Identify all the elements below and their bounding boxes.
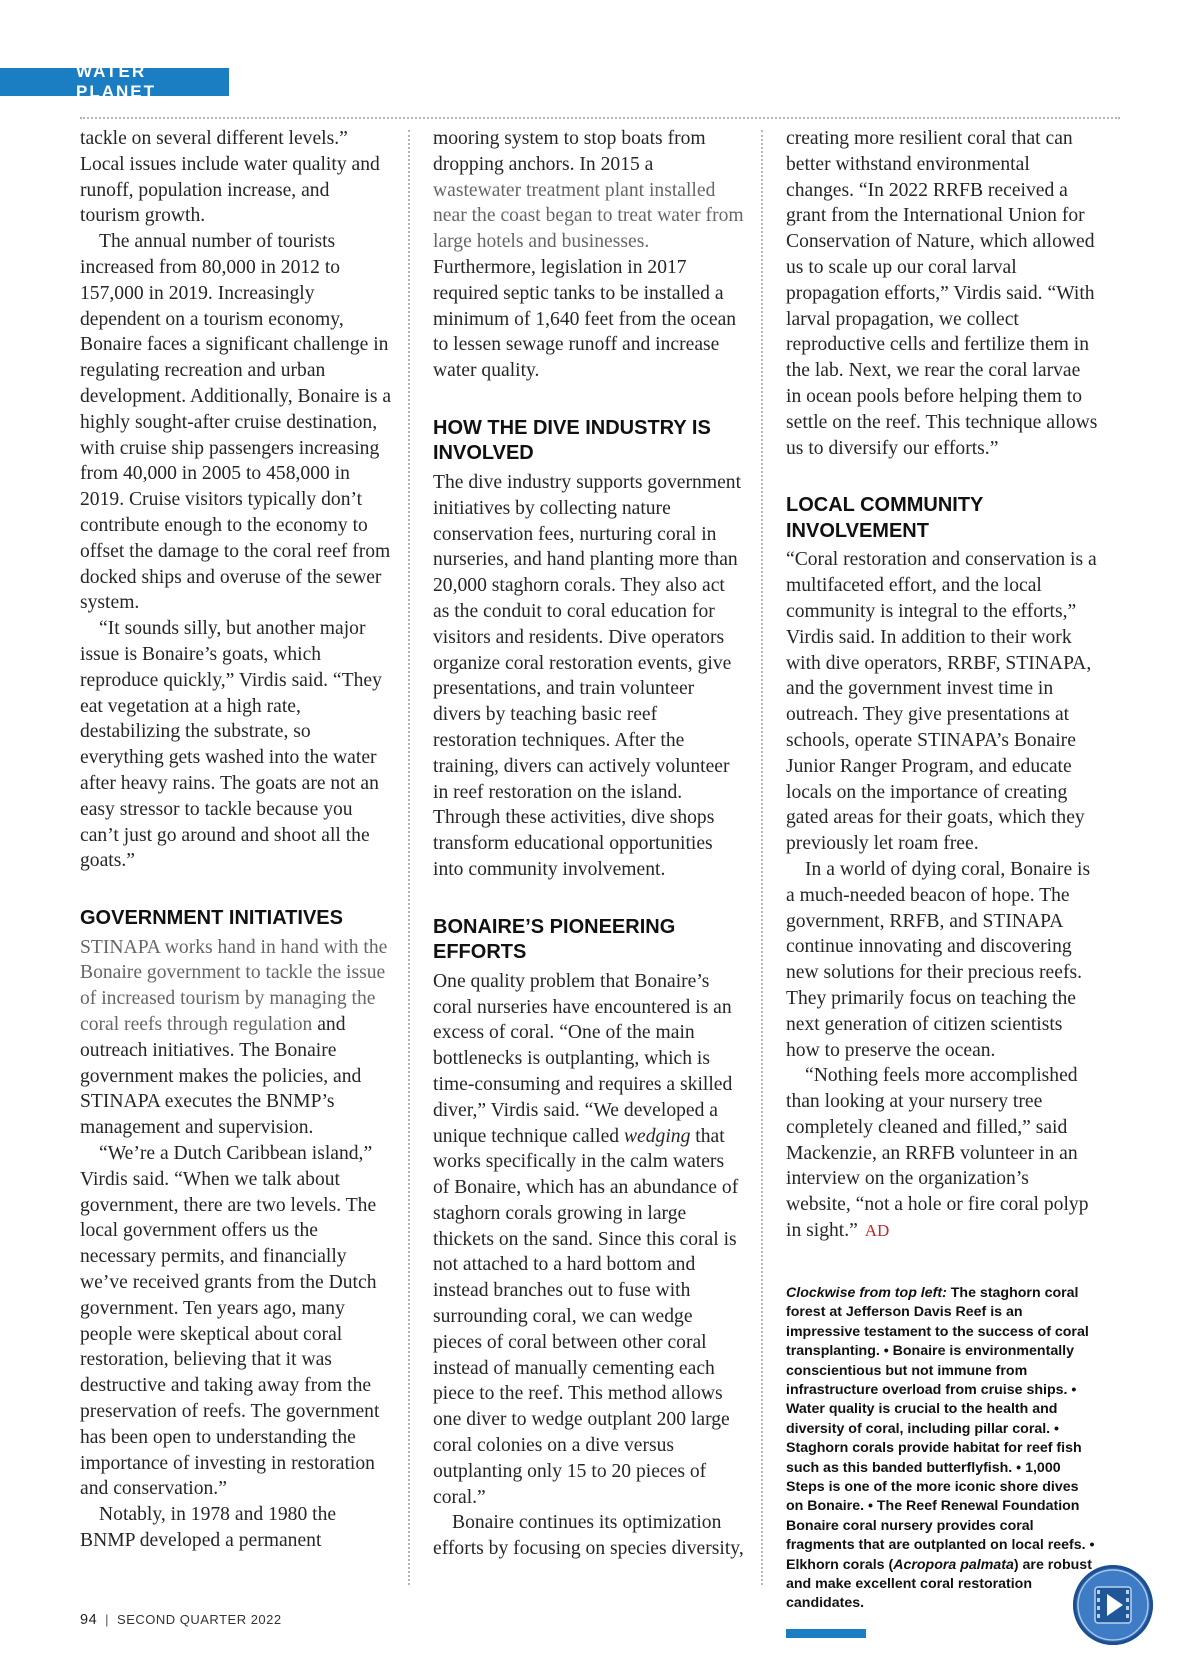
paragraph: creating more resilient coral that can better withstand environmental changes. “In 2022 RRFB received a grant from the International Union for Conservation of Nature, which allowed us to scale up our coral larval propagation efforts,” Virdis said. “With larval propagation, we collect reproductive cells and fertilize them in the lab. Next, we rear the coral larvae in ocean pools before helping them to settle on the reef. This technique allows us to diversify our efforts.” xyxy=(786,128,1098,459)
paragraph xyxy=(80,935,392,1141)
end-mark: AD xyxy=(864,1221,890,1241)
footer-separator: | xyxy=(105,1612,110,1627)
section-title: WATER PLANET xyxy=(76,62,156,101)
column-divider xyxy=(408,130,410,1585)
paragraph: Bonaire continues its optimization efforts by focusing on species diversity, xyxy=(433,1512,744,1560)
caption-text: The staghorn coral forest at Jefferson Davis Reef is an impressive testament to the success of coral transplanting. • Bonaire is environmentally conscientious but not immune from infrastructure overload from cruise ships. • Water quality is crucial to the health and diversity of coral, including pillar coral. • Staghorn corals provide habitat for reef fish such as this banded butterflyfish. • 1,000 Steps is one of the more iconic shore dives on Bonaire. • The Reef Renewal Foundation Bonaire coral nursery provides coral fragments that are outplanted on local reefs. • Elkhorn corals ( xyxy=(786,1284,1095,1573)
paragraph-lead: One quality problem that Bonaire’s coral nurseries have encountered is an excess of coral. “One of the main bottlenecks is outplanting, which is time-consuming and requires a skilled diver,” Virdis said. “We developed a unique technique called xyxy=(433,970,733,1147)
paragraph: The annual number of tourists increased from 80,000 in 2012 to 157,000 in 2019. Increasingly dependent on a tourism economy, Bonaire faces a significant challenge in regulating recreation and urban development. Additionally, Bonaire is a highly sought-after cruise destination, with cruise ship passengers increasing from 40,000 in 2005 to 458,000 in 2019. Cruise visitors typically don’t contribute enough to the economy to offset the damage to the coral reef from docked ships and overuse of the sewer system. xyxy=(80,231,392,614)
subheading-government-initiatives: GOVERNMENT INITIATIVES xyxy=(80,907,343,930)
column-divider xyxy=(761,130,763,1585)
caption-species: Acropora palmata xyxy=(893,1556,1014,1573)
quote-text: “Nothing feels more accomplished than looking at your nursery tree completely cleaned and filled,” said Mackenzie, an RRFB volunteer in an interview on the organization’s website, “not a hole or fire coral polyp in sight.” xyxy=(786,1065,1089,1242)
article-column-2 xyxy=(433,126,745,1562)
paragraph: tackle on several different levels.” Local issues include water quality and runoff, population increase, and tourism growth. xyxy=(80,128,380,227)
paragraph xyxy=(433,126,745,384)
subheading-local-community: LOCAL COMMUNITY INVOLVEMENT xyxy=(786,494,984,542)
page-number: 94 xyxy=(80,1612,98,1628)
issue-label: SECOND QUARTER 2022 xyxy=(117,1612,282,1627)
paragraph: The dive industry supports government initiatives by collecting nature conservation fees, nurturing coral in nurseries, and hand planting more than 20,000 staghorn corals. They also act as the conduit to coral education for visitors and residents. Dive operators organize coral restoration events, give presentations, and train volunteer divers by teaching basic reef restoration techniques. After the training, divers can actively volunteer in reef restoration on the island. Through these activities, dive shops transform educational opportunities into community involvement. xyxy=(433,471,742,880)
paragraph-grey: wastewater treatment plant installed near the coast began to treat water from large hotels and businesses. xyxy=(433,179,744,253)
top-divider xyxy=(80,117,1120,119)
section-header xyxy=(0,62,229,101)
paragraph-rest: Furthermore, legislation in 2017 required septic tanks to be installed a minimum of 1,640 feet from the ocean to lessen sewage runoff and increase water quality. xyxy=(433,256,737,382)
video-play-button[interactable] xyxy=(1073,1565,1153,1645)
subheading-pioneering-efforts: BONAIRE’S PIONEERING EFFORTS xyxy=(433,915,676,964)
caption-accent-bar xyxy=(786,1629,866,1638)
paragraph-rest: that works specifically in the calm waters of Bonaire, which has an abundance of staghorn corals growing in large thickets on the sand. Since this coral is not attached to a hard bottom and instead branches out to fuse with surrounding coral, we can wedge pieces of coral between other coral instead of manually cementing each piece to the reef. This method allows one diver to wedge outplant 200 large coral colonies on a dive versus outplanting only 15 to 20 pieces of coral.” xyxy=(433,1125,739,1508)
caption-lead: Clockwise from top left: xyxy=(786,1284,947,1301)
page-footer xyxy=(80,1612,282,1628)
paragraph-lead: STINAPA works hand in hand with the Bonaire government to tackle the issue of increased tourism by managing the coral reefs through regulation xyxy=(80,936,388,1035)
paragraph: “We’re a Dutch Caribbean island,” Virdis said. “When we talk about government, there are two levels. The local government offers us the necessary permits, and financially we’ve received grants from the Dutch government. Ten years ago, many people were skeptical about coral restoration, believing that it was destructive and taking away from the preservation of reefs. The government has been open to understanding the importance of investing in restoration and conservation.” xyxy=(80,1142,380,1500)
paragraph: “Coral restoration and conservation is a multifaceted effort, and the local community is integral to the efforts,” Virdis said. In addition to their work with dive operators, RRBF, STINAPA, and the government invest time in outreach. They give presentations at schools, operate STINAPA’s Bonaire Junior Ranger Program, and educate locals on the importance of creating gated areas for their goats, which they previously let roam free. xyxy=(786,549,1097,855)
paragraph xyxy=(433,969,745,1511)
photo-caption xyxy=(786,1284,1098,1614)
emphasis-wedging: wedging xyxy=(623,1125,691,1147)
paragraph: “It sounds silly, but another major issue is Bonaire’s goats, which reproduce quickly,” Virdis said. “They eat vegetation at a high rate, destabilizing the substrate, so everything gets washed into the water after heavy rains. The goats are not an easy stressor to tackle because you can’t just go around and shoot all the goats.” xyxy=(80,618,382,872)
paragraph: Notably, in 1978 and 1980 the BNMP developed a permanent xyxy=(80,1504,337,1551)
article-column-3 xyxy=(786,126,1098,1638)
paragraph xyxy=(786,1063,1098,1244)
paragraph: In a world of dying coral, Bonaire is a much-needed beacon of hope. The government, RRFB, and STINAPA continue innovating and discovering new solutions for their precious reefs. They primarily focus on teaching the next generation of citizen scientists how to preserve the ocean. xyxy=(786,858,1091,1061)
caption-text-end: ) are robust and make excellent coral restoration candidates. xyxy=(786,1556,1092,1612)
subheading-dive-industry: HOW THE DIVE INDUSTRY IS INVOLVED xyxy=(433,416,711,465)
video-play-icon xyxy=(1073,1565,1153,1645)
paragraph-rest: and outreach initiatives. The Bonaire government makes the policies, and STINAPA executes the BNMP’s management and supervision. xyxy=(80,1014,362,1139)
article-column-1 xyxy=(80,126,392,1554)
paragraph-lead: mooring system to stop boats from dropping anchors. In 2015 a xyxy=(433,128,706,175)
